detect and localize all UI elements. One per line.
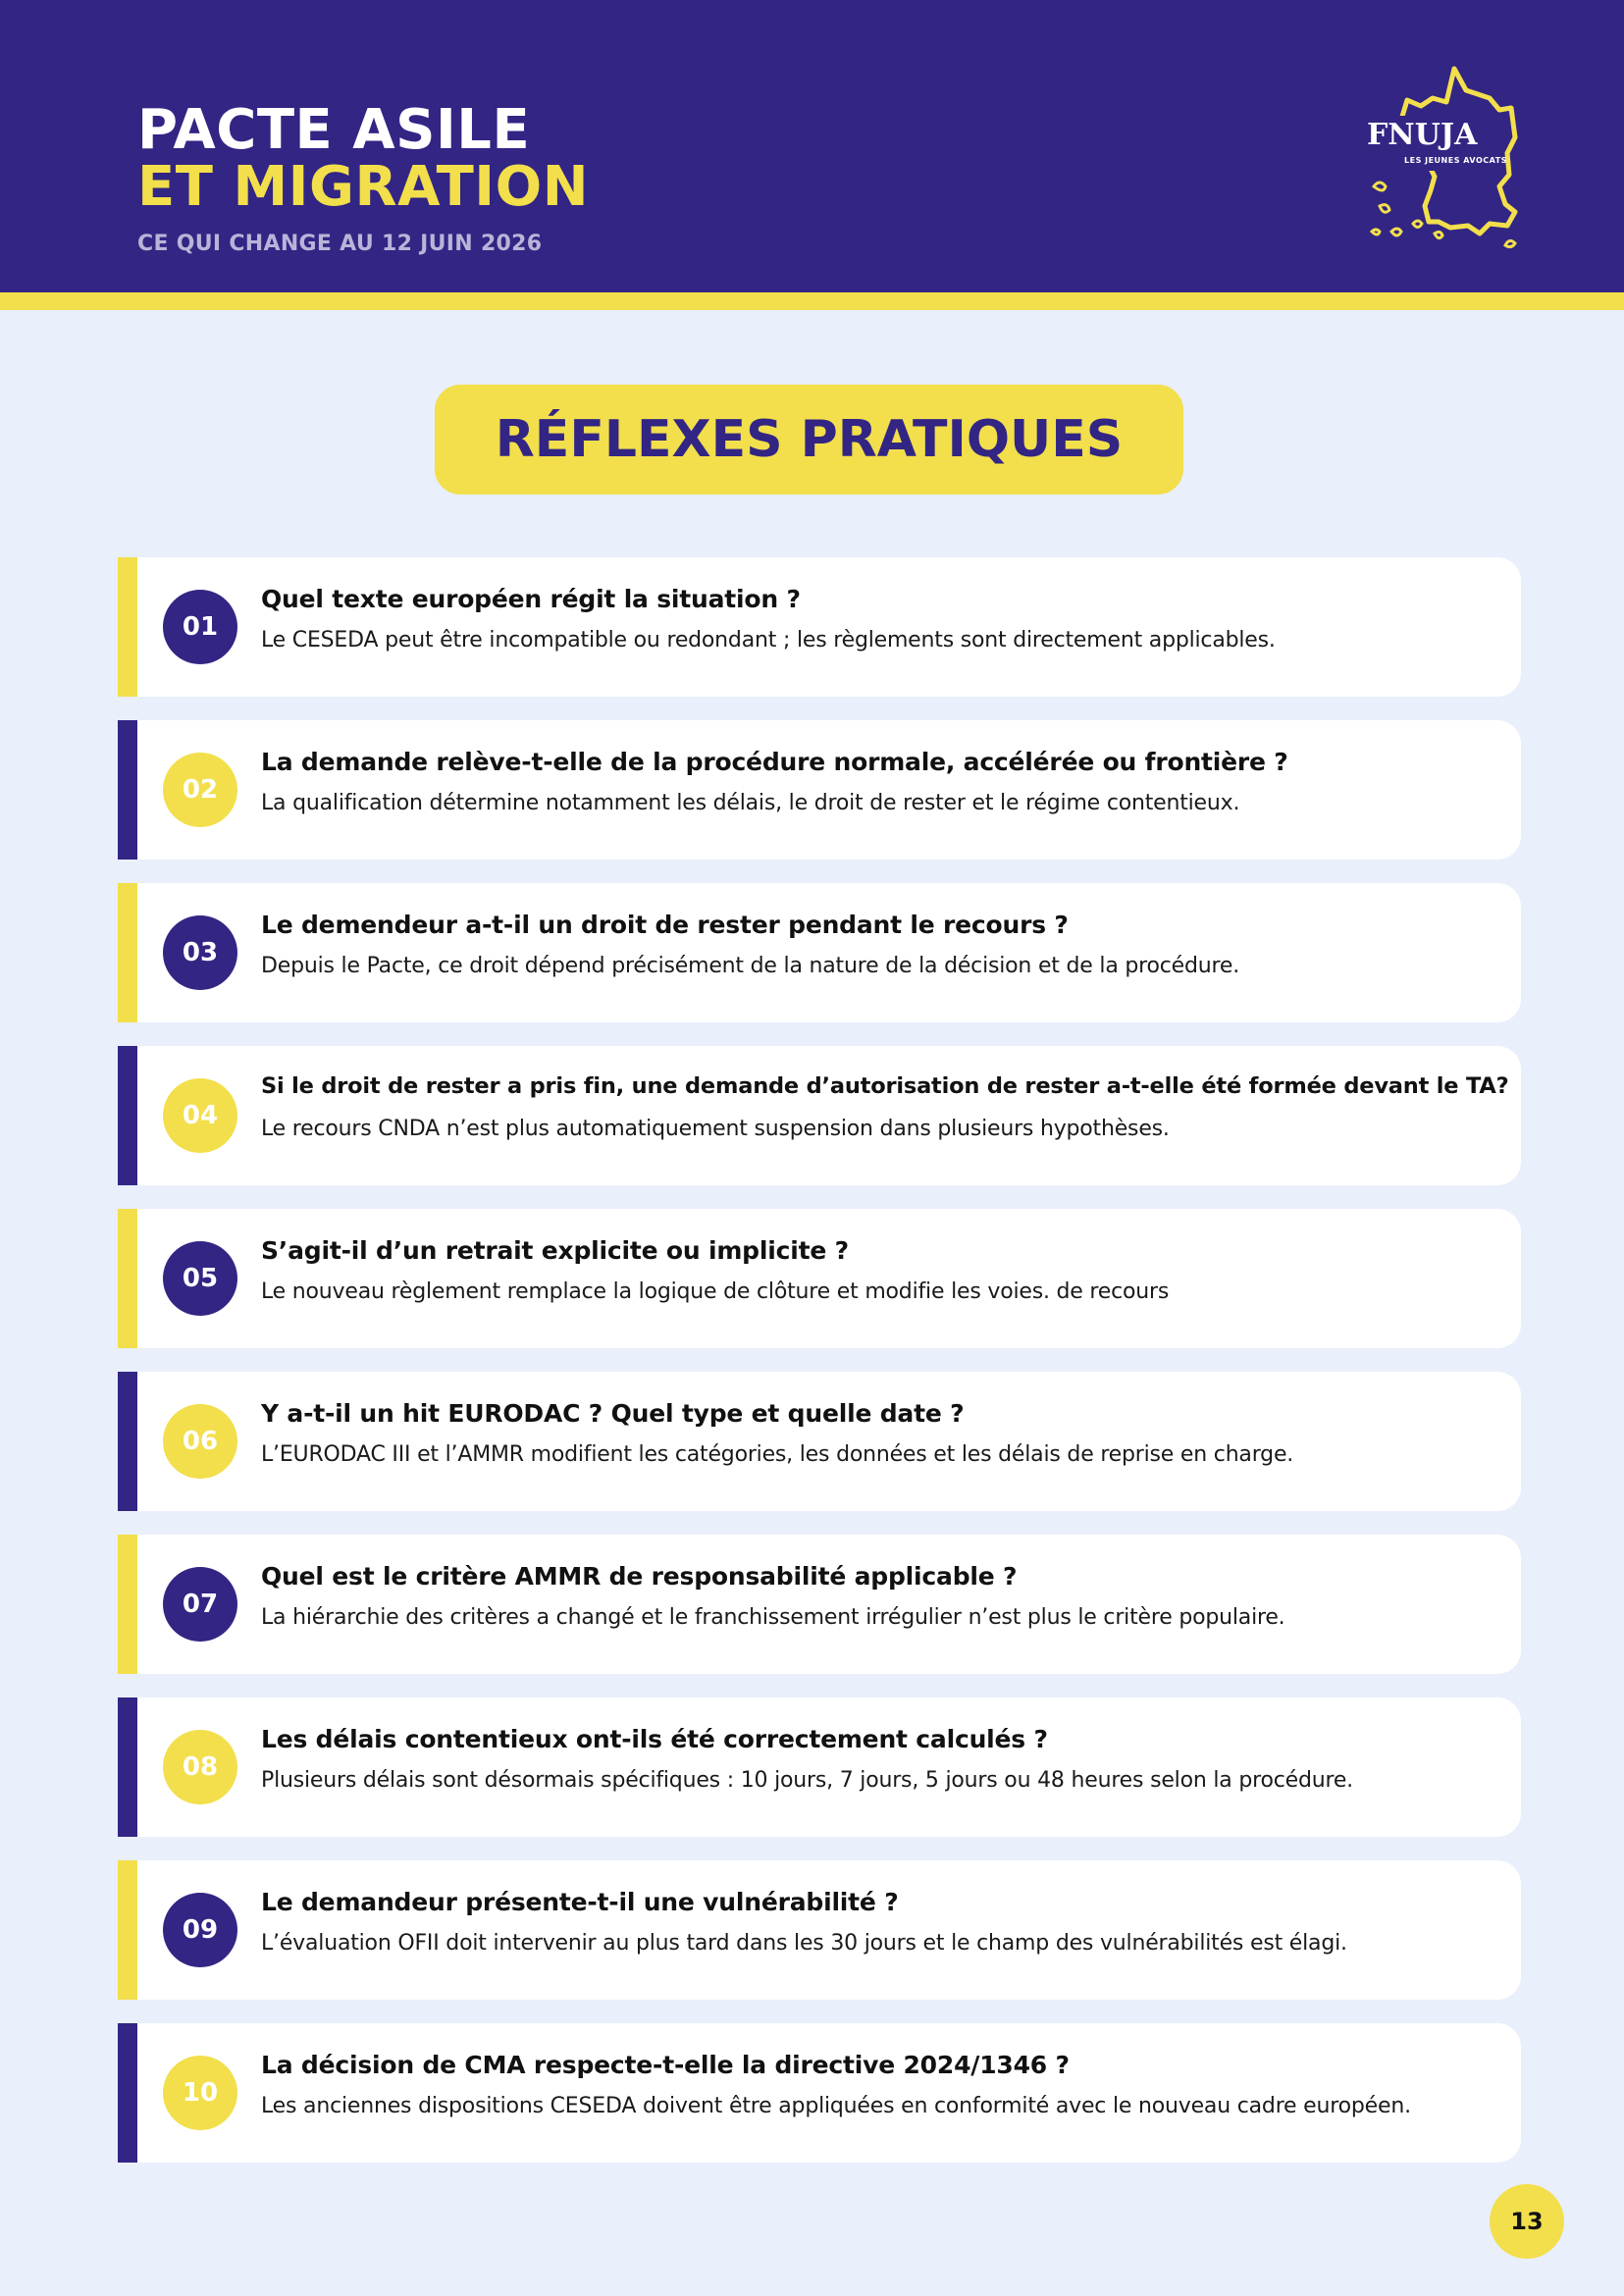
item-number-badge: 05 — [163, 1241, 237, 1316]
reflex-card — [118, 557, 1521, 697]
item-answer: La qualification détermine notamment les délais, le droit de rester et le régime contentieux. — [261, 791, 1240, 815]
item-question: Y a-t-il un hit EURODAC ? Quel type et quelle date ? — [261, 1399, 965, 1428]
page-header — [0, 0, 1624, 292]
reflex-card — [118, 883, 1521, 1022]
item-number-badge: 02 — [163, 753, 237, 827]
item-number-badge: 04 — [163, 1078, 237, 1153]
item-question: Quel texte européen régit la situation ? — [261, 585, 801, 613]
item-answer: Depuis le Pacte, ce droit dépend précisément de la nature de la décision et de la procédure. — [261, 954, 1240, 978]
item-question: Si le droit de rester a pris fin, une demande d’autorisation de rester a-t-elle été formée devant le TA? — [261, 1073, 1509, 1099]
item-answer: Plusieurs délais sont désormais spécifiques : 10 jours, 7 jours, 5 jours ou 48 heures selon la procédure. — [261, 1768, 1353, 1793]
item-number-badge: 08 — [163, 1730, 237, 1804]
item-answer: Le recours CNDA n’est plus automatiquement suspension dans plusieurs hypothèses. — [261, 1117, 1170, 1141]
card-accent-bar — [118, 1697, 137, 1837]
card-accent-bar — [118, 1372, 137, 1511]
card-accent-bar — [118, 2023, 137, 2163]
item-question: Les délais contentieux ont-ils été correctement calculés ? — [261, 1725, 1048, 1753]
item-answer: L’EURODAC III et l’AMMR modifient les catégories, les données et les délais de reprise en charge. — [261, 1442, 1294, 1467]
title-line-2: ET MIGRATION — [137, 155, 590, 219]
card-accent-bar — [118, 1046, 137, 1185]
item-number-badge: 03 — [163, 915, 237, 990]
reflex-card — [118, 1046, 1521, 1185]
reflex-card — [118, 1535, 1521, 1674]
card-accent-bar — [118, 720, 137, 860]
reflex-card — [118, 1372, 1521, 1511]
reflex-card — [118, 720, 1521, 860]
item-answer: Le nouveau règlement remplace la logique de clôture et modifie les voies. de recours — [261, 1279, 1170, 1304]
item-question: Quel est le critère AMMR de responsabilité applicable ? — [261, 1562, 1018, 1591]
item-answer: L’évaluation OFII doit intervenir au plus tard dans les 30 jours et le champ des vulnérabilités est élagi. — [261, 1931, 1347, 1956]
item-question: Le demandeur présente-t-il une vulnérabilité ? — [261, 1888, 899, 1916]
logo-tagline: LES JEUNES AVOCATS — [1404, 156, 1507, 165]
header-stripe — [0, 292, 1624, 310]
item-number-badge: 07 — [163, 1567, 237, 1642]
logo-name: FNUJA — [1367, 118, 1478, 152]
section-title: RÉFLEXES PRATIQUES — [435, 385, 1183, 495]
card-accent-bar — [118, 1209, 137, 1348]
item-question: La demande relève-t-elle de la procédure normale, accélérée ou frontière ? — [261, 748, 1288, 776]
fnuja-logo — [1352, 59, 1529, 265]
title-line-1: PACTE ASILE — [137, 98, 531, 162]
card-accent-bar — [118, 1535, 137, 1674]
card-accent-bar — [118, 557, 137, 697]
item-answer: Les anciennes dispositions CESEDA doivent être appliquées en conformité avec le nouveau cadre européen. — [261, 2094, 1411, 2118]
item-number-badge: 09 — [163, 1893, 237, 1967]
page-number: 13 — [1490, 2184, 1564, 2259]
reflex-card — [118, 1860, 1521, 2000]
item-question: La décision de CMA respecte-t-elle la directive 2024/1346 ? — [261, 2051, 1070, 2079]
subtitle: CE QUI CHANGE AU 12 JUIN 2026 — [137, 232, 543, 256]
card-accent-bar — [118, 883, 137, 1022]
item-number-badge: 01 — [163, 590, 237, 664]
item-answer: La hiérarchie des critères a changé et le franchissement irrégulier n’est plus le critère populaire. — [261, 1605, 1285, 1630]
item-number-badge: 10 — [163, 2056, 237, 2130]
reflex-card — [118, 2023, 1521, 2163]
reflex-card — [118, 1697, 1521, 1837]
item-question: Le demendeur a-t-il un droit de rester pendant le recours ? — [261, 911, 1069, 939]
reflex-card — [118, 1209, 1521, 1348]
item-question: S’agit-il d’un retrait explicite ou implicite ? — [261, 1236, 849, 1265]
item-answer: Le CESEDA peut être incompatible ou redondant ; les règlements sont directement applicables. — [261, 628, 1276, 652]
item-number-badge: 06 — [163, 1404, 237, 1479]
card-accent-bar — [118, 1860, 137, 2000]
